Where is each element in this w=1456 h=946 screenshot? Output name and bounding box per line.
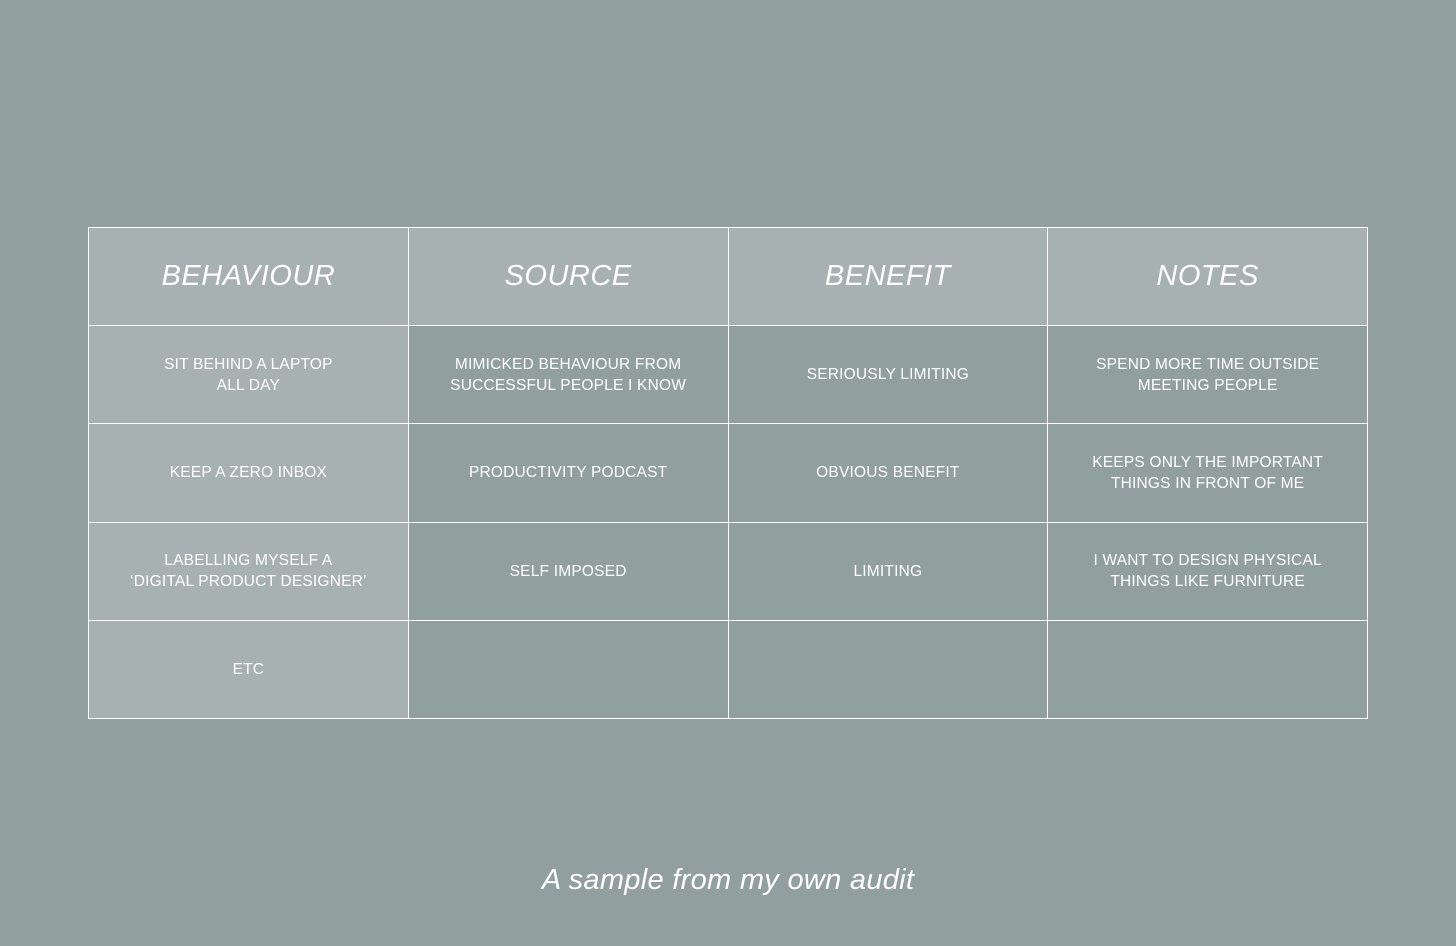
audit-table	[88, 227, 1368, 719]
behaviour-cell: KEEP A ZERO INBOX	[89, 424, 409, 522]
notes-cell: SPEND MORE TIME OUTSIDE MEETING PEOPLE	[1048, 326, 1368, 424]
header-source: SOURCE	[408, 228, 728, 326]
source-cell: SELF IMPOSED	[408, 522, 728, 620]
table-body	[89, 326, 1368, 719]
behaviour-cell: LABELLING MYSELF A ‘DIGITAL PRODUCT DESIGNER’	[89, 522, 409, 620]
source-cell	[408, 620, 728, 718]
behaviour-cell: SIT BEHIND A LAPTOP ALL DAY	[89, 326, 409, 424]
table-row	[89, 326, 1368, 424]
table-row	[89, 424, 1368, 522]
table-header	[89, 228, 1368, 326]
header-notes: NOTES	[1048, 228, 1368, 326]
header-row	[89, 228, 1368, 326]
benefit-cell: OBVIOUS BENEFIT	[728, 424, 1048, 522]
notes-cell: I WANT TO DESIGN PHYSICAL THINGS LIKE FURNITURE	[1048, 522, 1368, 620]
notes-cell: KEEPS ONLY THE IMPORTANT THINGS IN FRONT OF ME	[1048, 424, 1368, 522]
behaviour-cell: ETC	[89, 620, 409, 718]
source-cell: MIMICKED BEHAVIOUR FROM SUCCESSFUL PEOPLE I KNOW	[408, 326, 728, 424]
benefit-cell: SERIOUSLY LIMITING	[728, 326, 1048, 424]
benefit-cell: LIMITING	[728, 522, 1048, 620]
notes-cell	[1048, 620, 1368, 718]
table-row	[89, 620, 1368, 718]
header-behaviour: BEHAVIOUR	[89, 228, 409, 326]
header-benefit: BENEFIT	[728, 228, 1048, 326]
table-row	[89, 522, 1368, 620]
benefit-cell	[728, 620, 1048, 718]
source-cell: PRODUCTIVITY PODCAST	[408, 424, 728, 522]
caption: A sample from my own audit	[541, 864, 915, 896]
